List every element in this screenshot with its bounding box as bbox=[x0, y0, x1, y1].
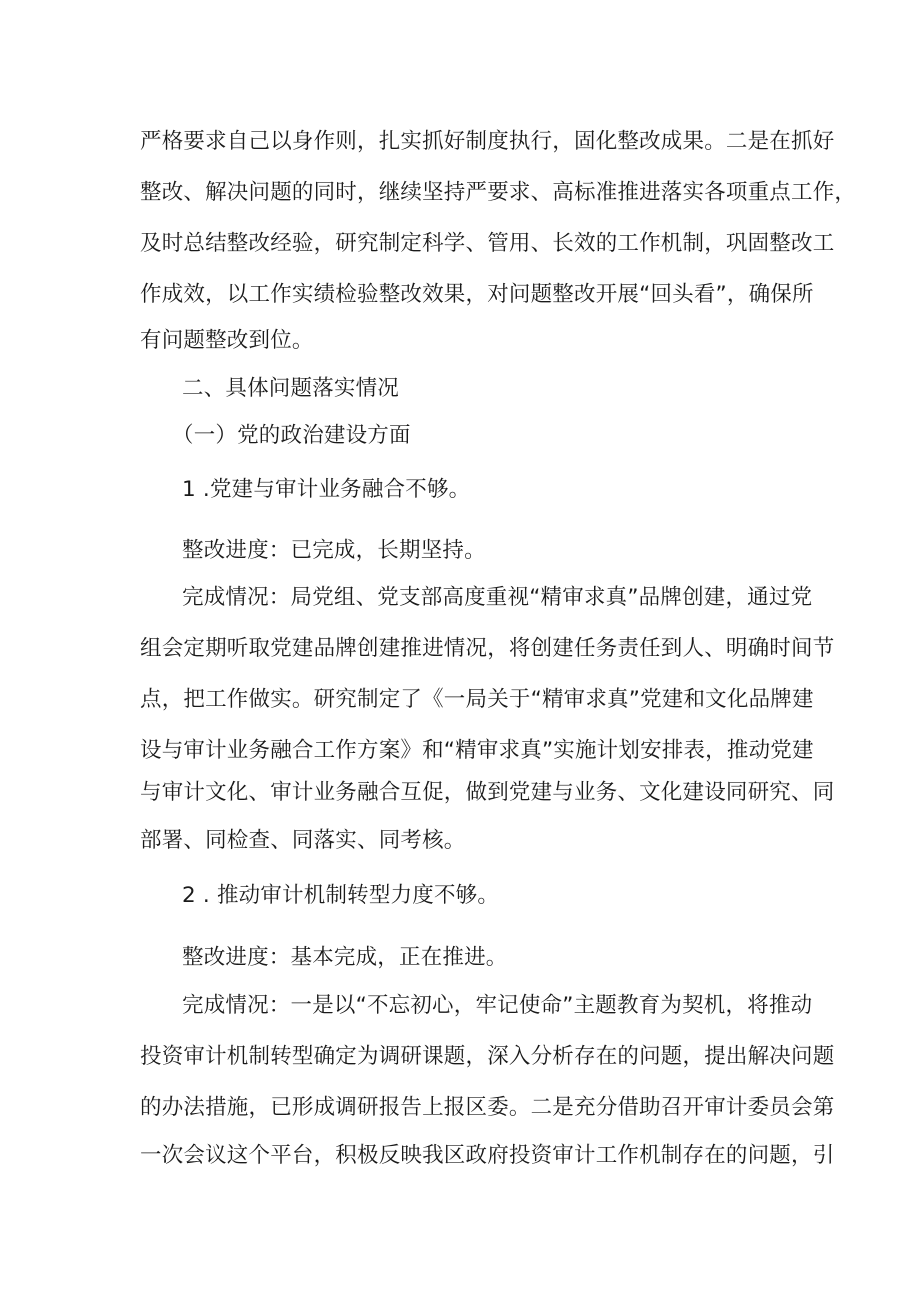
paragraph-line: 投资审计机制转型确定为调研课题，深入分析存在的问题，提出解决问题 bbox=[140, 1044, 835, 1069]
paragraph-line: 一次会议这个平台，积极反映我区政府投资审计工作机制存在的问题，引 bbox=[140, 1143, 835, 1168]
paragraph-line: 完成情况：一是以“不忘初心，牢记使命”主题教育为契机，将推动 bbox=[182, 993, 813, 1018]
section-heading: 二、具体问题落实情况 bbox=[182, 376, 400, 401]
item-heading: 1 .党建与审计业务融合不够。 bbox=[182, 477, 471, 502]
paragraph-line: 设与审计业务融合工作方案》和“精审求真”实施计划安排表，推动党建 bbox=[140, 738, 814, 763]
paragraph-line: 点，把工作做实。研究制定了《一局关于“精审求真”党建和文化品牌建 bbox=[140, 687, 814, 712]
paragraph-line: 作成效，以工作实绩检验整改效果，对问题整改开展“回头看”，确保所 bbox=[140, 282, 814, 307]
paragraph-line: 部署、同检查、同落实、同考核。 bbox=[140, 828, 466, 853]
paragraph-line: 及时总结整改经验，研究制定科学、管用、长效的工作机制，巩固整改工 bbox=[140, 231, 835, 256]
item-heading: 2 . 推动审计机制转型力度不够。 bbox=[182, 883, 500, 908]
progress-line: 整改进度：已完成，长期坚持。 bbox=[182, 538, 486, 563]
paragraph-line: 的办法措施，已形成调研报告上报区委。二是充分借助召开审计委员会第 bbox=[140, 1095, 835, 1120]
paragraph-line: 组会定期听取党建品牌创建推进情况，将创建任务责任到人、明确时间节 bbox=[140, 636, 835, 661]
progress-line: 整改进度：基本完成，正在推进。 bbox=[182, 945, 508, 970]
paragraph-line: 整改、解决问题的同时，继续坚持严要求、高标准推进落实各项重点工作， bbox=[140, 180, 857, 205]
subsection-heading: （一）党的政治建设方面 bbox=[172, 423, 411, 448]
paragraph-line: 严格要求自己以身作则，扎实抓好制度执行，固化整改成果。二是在抓好 bbox=[140, 129, 835, 154]
paragraph-line: 有问题整改到位。 bbox=[140, 328, 314, 353]
paragraph-line: 完成情况：局党组、党支部高度重视“精审求真”品牌创建，通过党 bbox=[182, 585, 813, 610]
paragraph-line: 与审计文化、审计业务融合互促，做到党建与业务、文化建设同研究、同 bbox=[140, 780, 835, 805]
